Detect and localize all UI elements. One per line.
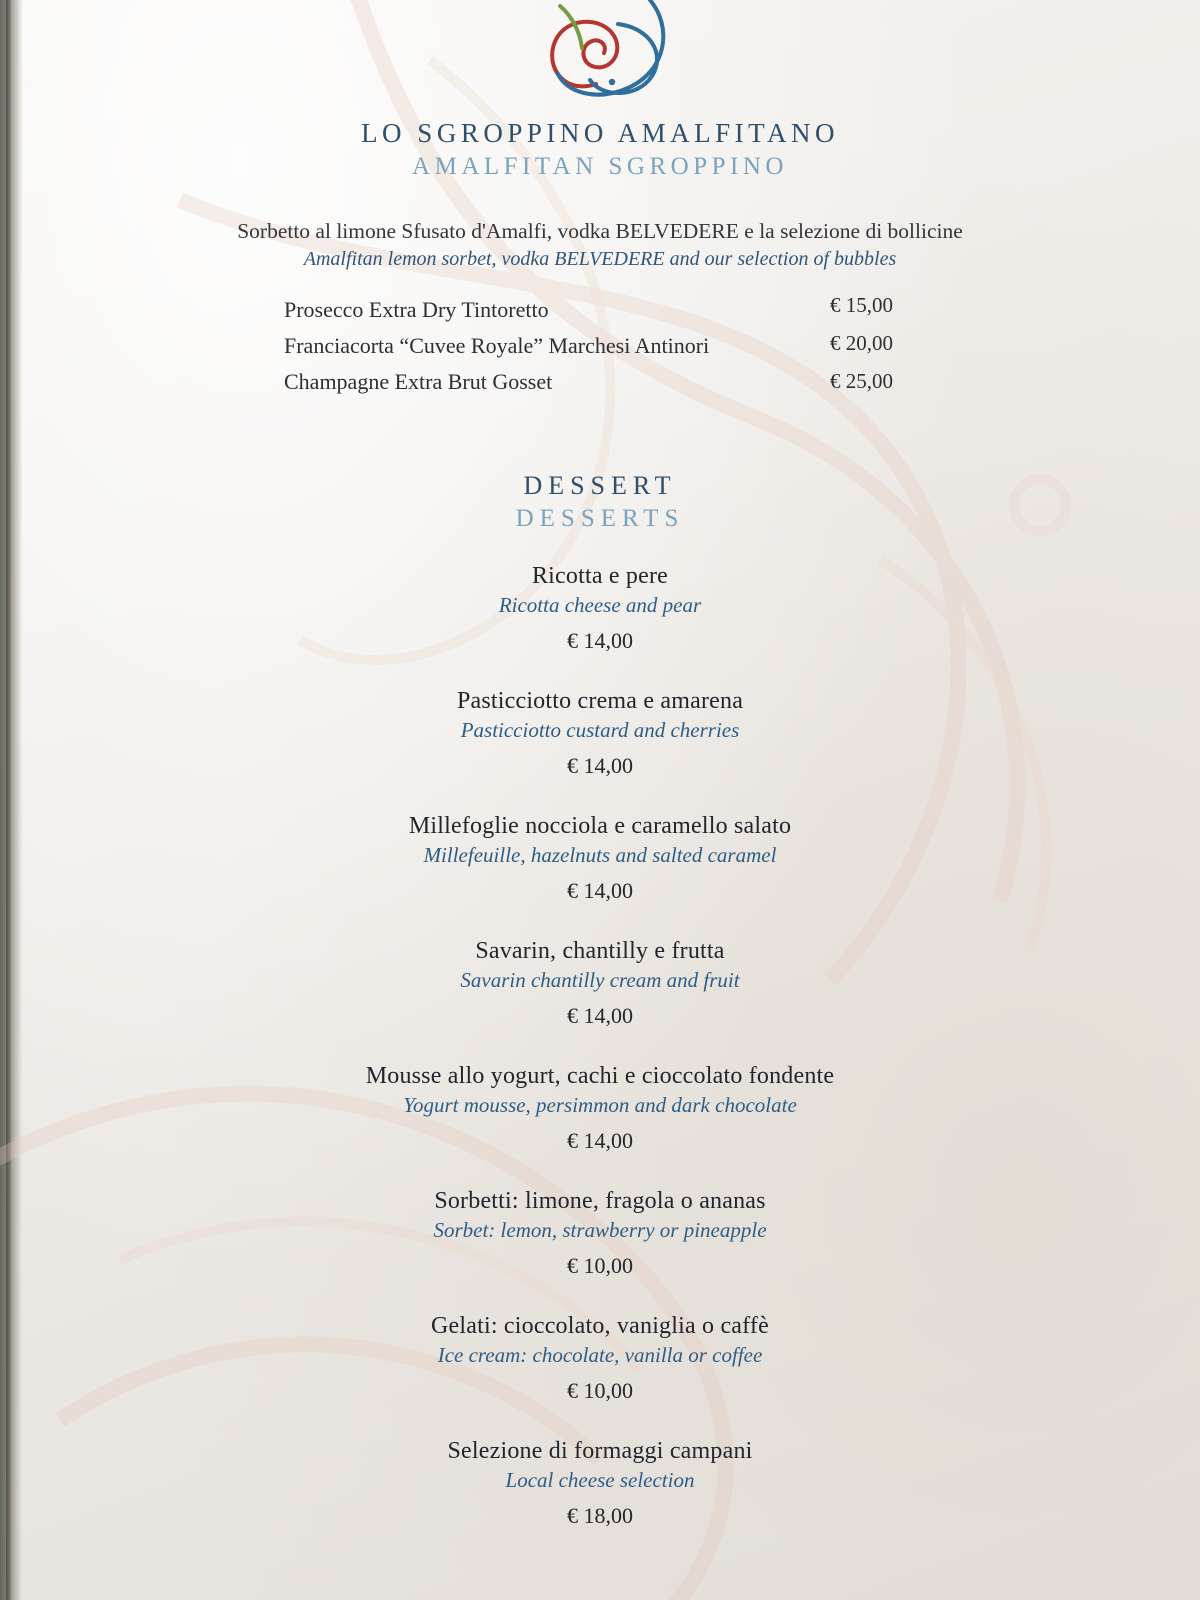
sgroppino-options-list [250,293,950,395]
dish-name-english: Millefeuille, hazelnuts and salted caramel [423,843,777,867]
dish-price: € 10,00 [567,1378,633,1403]
sgroppino-heading-italian: LO SGROPPINO AMALFITANO [361,118,839,148]
dish-name-english: Local cheese selection [505,1468,695,1492]
logo-spiral-icon [552,22,617,87]
dish-name-italian: Gelati: cioccolato, vaniglia o caffè [431,1313,769,1339]
dish-name-english: Yogurt mousse, persimmon and dark chocolate [403,1093,797,1117]
dish-name-italian: Mousse allo yogurt, cachi e cioccolato fondente [365,1063,835,1089]
desserts-list [0,563,1200,1529]
sgroppino-option-price: € 15,00 [830,293,893,317]
dish-name-english: Ricotta cheese and pear [498,593,702,617]
sgroppino-description [0,219,1200,271]
list-item [0,563,1200,654]
dish-name-english: Ice cream: chocolate, vanilla or coffee [437,1343,763,1367]
sgroppino-option-name: Champagne Extra Brut Gosset [284,369,553,394]
restaurant-logo [520,0,680,110]
list-item [0,813,1200,904]
dish-price: € 14,00 [567,1128,633,1153]
list-item [0,1063,1200,1154]
dish-price: € 14,00 [567,753,633,778]
dish-name-english: Sorbet: lemon, strawberry or pineapple [433,1218,767,1242]
list-item [0,688,1200,779]
sgroppino-description-english: Amalfitan lemon sorbet, vodka BELVEDERE and our selection of bubbles [303,248,897,270]
sgroppino-heading [0,118,1200,181]
dish-price: € 14,00 [567,1003,633,1028]
desserts-heading-english: DESSERTS [515,505,685,532]
logo-dot-icon [609,79,615,85]
sgroppino-option-price: € 20,00 [830,331,893,355]
dish-price: € 10,00 [567,1253,633,1278]
sgroppino-description-italian: Sorbetto al limone Sfusato d'Amalfi, vodka BELVEDERE e la selezione di bollicine [237,219,963,243]
list-item [0,938,1200,1029]
list-item [0,1438,1200,1529]
list-item [0,1313,1200,1404]
sgroppino-option-price: € 25,00 [830,369,893,393]
desserts-heading [0,471,1200,533]
dish-name-italian: Selezione di formaggi campani [447,1438,753,1464]
list-item [0,1188,1200,1279]
sgroppino-option-name: Franciacorta “Cuvee Royale” Marchesi Antinori [284,333,710,358]
dish-price: € 14,00 [567,878,633,903]
desserts-heading-italian: DESSERT [523,471,677,500]
dish-name-english: Savarin chantilly cream and fruit [460,968,740,992]
dish-name-italian: Millefoglie nocciola e caramello salato [408,813,792,839]
dish-name-italian: Ricotta e pere [531,563,669,589]
dish-price: € 14,00 [567,628,633,653]
list-item [284,333,950,359]
list-item [284,369,950,395]
sgroppino-option-name: Prosecco Extra Dry Tintoretto [284,297,549,322]
sgroppino-heading-english: AMALFITAN SGROPPINO [412,153,788,180]
dish-name-italian: Savarin, chantilly e frutta [475,938,725,964]
dish-name-english: Pasticciotto custard and cherries [460,718,740,742]
dish-name-italian: Pasticciotto crema e amarena [456,688,744,714]
logo-fish-body-icon [590,24,657,93]
dish-price: € 18,00 [567,1503,633,1528]
dish-name-italian: Sorbetti: limone, fragola o ananas [434,1188,766,1214]
list-item [284,293,950,323]
